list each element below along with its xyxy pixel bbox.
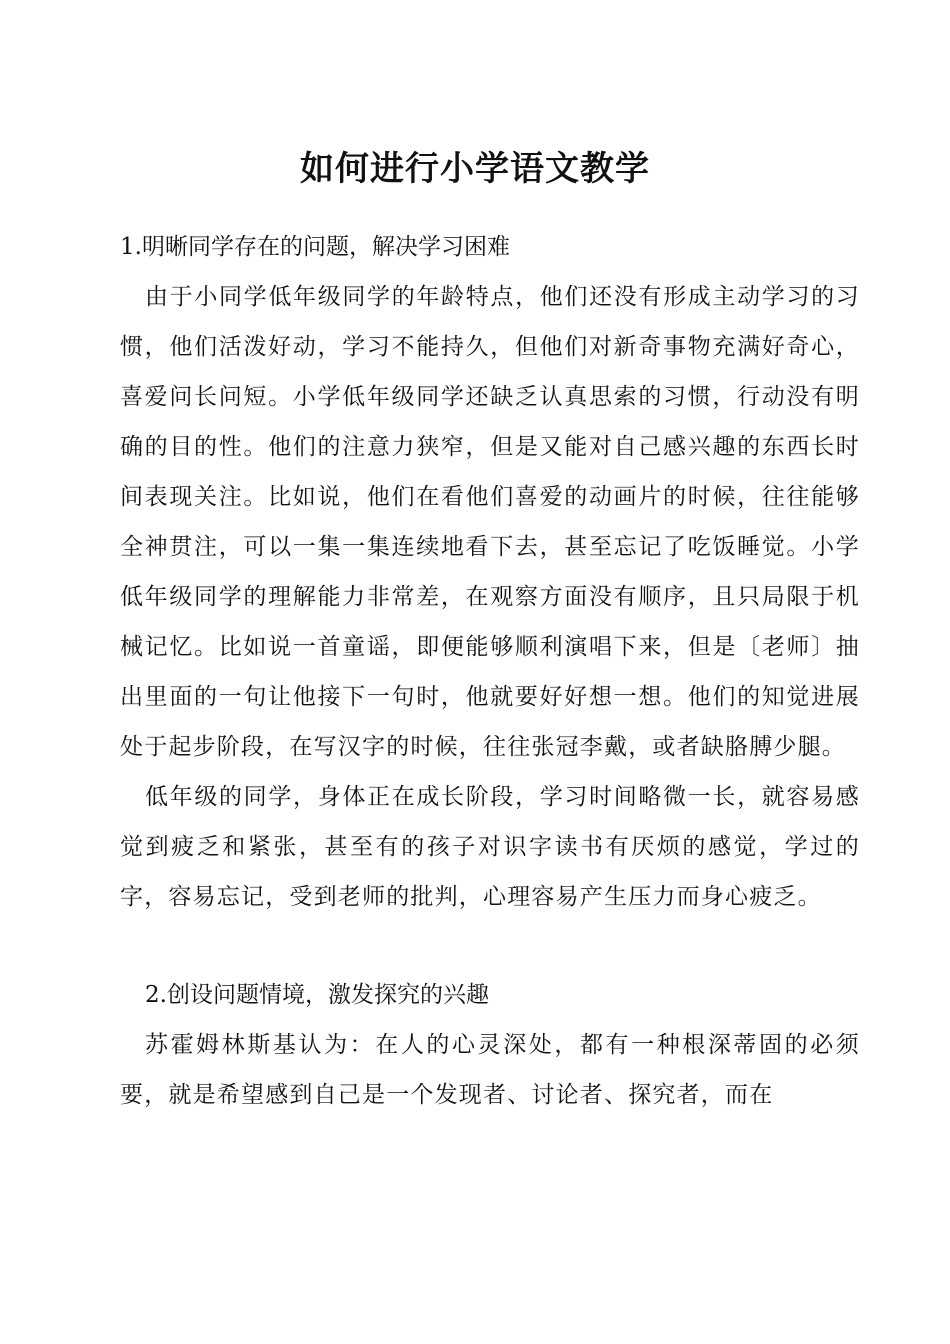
document-body [120,222,860,1120]
document-title: 如何进行小学语文教学 [300,149,650,189]
section-heading-2: 2.创设问题情境，激发探究的兴趣 [145,982,489,1008]
paragraph-1-2: 低年级的同学，身体正在成长阶段，学习时间略微一长，就容易感觉到疲乏和紧张，甚至有的孩子对识字读书有厌烦的感觉，学过的字，容易忘记，受到老师的批判，心理容易产生压力而身心疲乏。 [120,784,860,910]
section-spacer [120,922,860,970]
section-heading-1: 1.明晰同学存在的问题，解决学习困难 [120,234,510,260]
paragraph-1-1: 由于小同学低年级同学的年龄特点，他们还没有形成主动学习的习惯，他们活泼好动，学习不能持久，但他们对新奇事物充满好奇心，喜爱问长问短。小学低年级同学还缺乏认真思索的习惯，行动没有明确的目的性。他们的注意力狭窄，但是又能对自己感兴趣的东西长时间表现关注。比如说，他们在看他们喜爱的动画片的时候，往往能够全神贯注，可以一集一集连续地看下去，甚至忘记了吃饭睡觉。小学低年级同学的理解能力非常差，在观察方面没有顺序，且只局限于机械记忆。比如说一首童谣，即便能够顺利演唱下来，但是〔老师〕抽出里面的一句让他接下一句时，他就要好好想一想。他们的知觉进展处于起步阶段，在写汉字的时候，往往张冠李戴，或者缺胳膊少腿。 [120,284,860,760]
paragraph-2-1: 苏霍姆林斯基认为：在人的心灵深处，都有一种根深蒂固的必须要，就是希望感到自己是一个发现者、讨论者、探究者，而在 [120,1032,860,1108]
